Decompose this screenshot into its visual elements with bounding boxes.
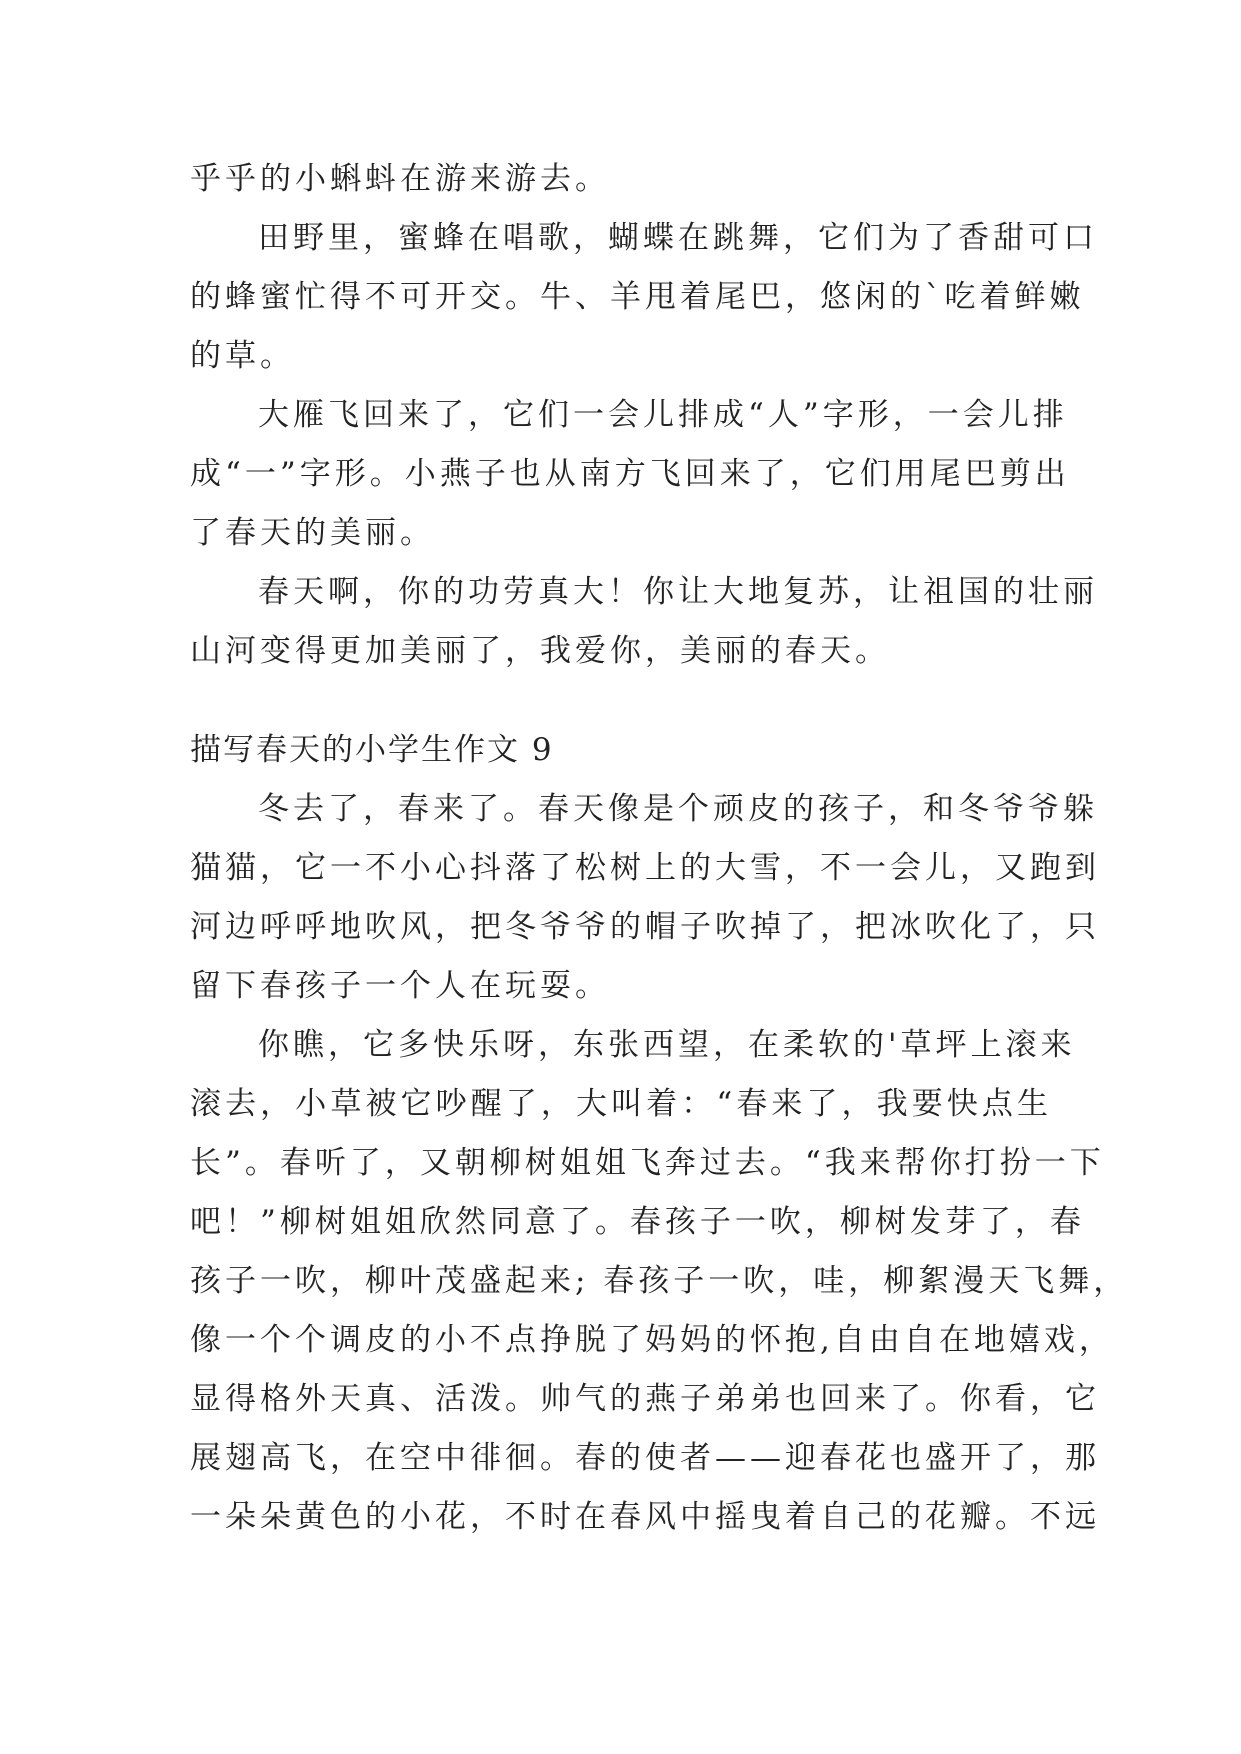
text-line: 的草。 bbox=[190, 338, 295, 374]
essay-title: 描写春天的小学生作文 9 bbox=[190, 732, 554, 768]
text-line: 田野里，蜜蜂在唱歌，蝴蝶在跳舞，它们为了香甜可口 bbox=[258, 220, 1098, 256]
text-line: 乎乎的小蝌蚪在游来游去。 bbox=[190, 161, 610, 197]
text-line: 你瞧，它多快乐呀，东张西望，在柔软的'草坪上滚来 bbox=[258, 1027, 1076, 1063]
text-line: 显得格外天真、活泼。帅气的燕子弟弟也回来了。你看，它 bbox=[190, 1381, 1100, 1417]
text-line: 成“一”字形。小燕子也从南方飞回来了，它们用尾巴剪出 bbox=[190, 456, 1070, 492]
paragraph bbox=[190, 386, 1070, 563]
text-line: 春天啊，你的功劳真大！你让大地复苏，让祖国的壮丽 bbox=[258, 574, 1098, 610]
paragraph bbox=[190, 209, 1098, 386]
text-line: 猫猫，它一不小心抖落了松树上的大雪，不一会儿，又跑到 bbox=[190, 850, 1100, 886]
paragraph bbox=[190, 1016, 1129, 1547]
text-line: 吧！”柳树姐姐欣然同意了。春孩子一吹，柳树发芽了，春 bbox=[190, 1204, 1085, 1240]
text-line: 冬去了，春来了。春天像是个顽皮的孩子，和冬爷爷躲 bbox=[258, 791, 1098, 827]
text-line: 山河变得更加美丽了，我爱你，美丽的春天。 bbox=[190, 633, 890, 669]
text-line: 大雁飞回来了，它们一会儿排成“人”字形，一会儿排 bbox=[258, 397, 1068, 433]
text-line: 留下春孩子一个人在玩耍。 bbox=[190, 968, 610, 1004]
text-line: 孩子一吹，柳叶茂盛起来; 春孩子一吹，哇，柳絮漫天飞舞， bbox=[190, 1263, 1129, 1299]
paragraph bbox=[190, 563, 1098, 681]
text-line: 像一个个调皮的小不点挣脱了妈妈的怀抱,自由自在地嬉戏， bbox=[190, 1322, 1114, 1358]
text-line: 一朵朵黄色的小花，不时在春风中摇曳着自己的花瓣。不远 bbox=[190, 1499, 1100, 1535]
text-line: 长”。春听了，又朝柳树姐姐飞奔过去。“我来帮你打扮一下 bbox=[190, 1145, 1105, 1181]
text-line: 滚去，小草被它吵醒了，大叫着：“春来了，我要快点生 bbox=[190, 1086, 1052, 1122]
section-gap bbox=[190, 681, 1052, 721]
paragraph bbox=[190, 780, 1100, 1016]
document-page bbox=[190, 150, 1129, 1547]
text-line: 了春天的美丽。 bbox=[190, 515, 435, 551]
paragraph bbox=[190, 150, 1052, 209]
text-line: 河边呼呼地吹风，把冬爷爷的帽子吹掉了，把冰吹化了，只 bbox=[190, 909, 1100, 945]
text-line: 的蜂蜜忙得不可开交。牛、羊甩着尾巴，悠闲的`吃着鲜嫩 bbox=[190, 279, 1085, 315]
text-line: 展翅高飞，在空中徘徊。春的使者——迎春花也盛开了，那 bbox=[190, 1440, 1100, 1476]
